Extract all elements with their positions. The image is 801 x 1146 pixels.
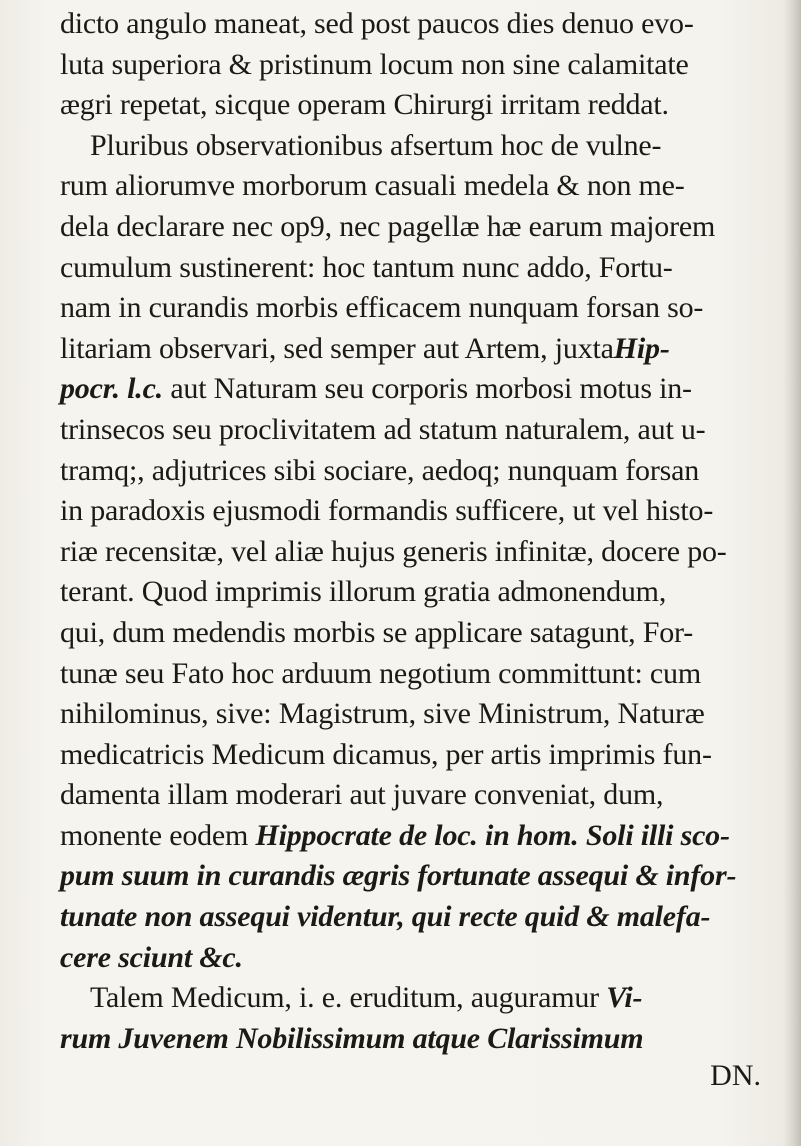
text-line: nam in curandis morbis efficacem nunquam forsan so- xyxy=(60,291,704,325)
text-line: rum aliorumve morborum casuali medela & non me- xyxy=(60,169,685,203)
text-line: tramq;, adjutrices sibi sociare, aedoq; nunquam forsan xyxy=(60,453,700,487)
text-line: terant. Quod imprimis illorum gratia admonendum, xyxy=(60,575,667,609)
text-line: in paradoxis ejusmodi formandis sufficere, ut vel histo- xyxy=(60,494,714,528)
text-segment: Juvenem Nobilissimum atque Clarissimum xyxy=(118,1021,644,1055)
text-line: Pluribus observationibus afsertum hoc de vulne- xyxy=(90,128,662,162)
body-text xyxy=(60,4,780,1059)
text-line: ægri repetat, sicque operam Chirurgi irritam reddat. xyxy=(60,88,669,122)
text-segment: monente eodem xyxy=(60,818,249,852)
text-line: luta superiora & pristinum locum non sine calamitate xyxy=(60,47,689,81)
text-line xyxy=(60,1019,780,1060)
citation: Hippocrate de loc. in hom. Soli illi sco- xyxy=(255,818,730,852)
text-line: nihilominus, sive: Magistrum, sive Ministrum, Naturæ xyxy=(60,697,705,731)
text-line: tunate non assequi videntur, qui recte quid & malefa- xyxy=(60,900,711,934)
text-line xyxy=(60,329,780,370)
text-line: dicto angulo maneat, sed post paucos dies denuo evo- xyxy=(60,7,694,40)
text-line xyxy=(60,978,780,1019)
text-segment: litariam observari, sed semper aut Artem, juxta xyxy=(60,331,614,365)
text-line: trinsecos seu proclivitatem ad statum naturalem, aut u- xyxy=(60,412,706,446)
citation: Hip- xyxy=(613,331,670,365)
page-gutter-shadow xyxy=(783,0,801,1146)
citation: Vi- xyxy=(606,981,643,1015)
text-line: dela declarare nec op9, nec pagellæ hæ earum majorem xyxy=(60,209,716,243)
text-segment: rum xyxy=(60,1021,112,1055)
text-line xyxy=(60,816,780,857)
text-line xyxy=(60,369,780,410)
catchword: DN. xyxy=(710,1059,761,1092)
text-line: qui, dum medendis morbis se applicare satagunt, For- xyxy=(60,615,694,649)
text-line: cumulum sustinerent: hoc tantum nunc addo, Fortu- xyxy=(60,250,673,284)
text-line: medicatricis Medicum dicamus, per artis imprimis fun- xyxy=(60,737,712,771)
text-segment: Talem Medicum, i. e. eruditum, auguramur xyxy=(90,981,599,1015)
text-line: cere sciunt &c. xyxy=(60,940,243,974)
text-line: pum suum in curandis ægris fortunate assequi & infor- xyxy=(60,859,737,893)
text-line: damenta illam moderari aut juvare conveniat, dum, xyxy=(60,778,664,812)
text-segment: aut Naturam seu corporis morbosi motus in- xyxy=(170,372,692,406)
text-line: riæ recensitæ, vel aliæ hujus generis infinitæ, docere po- xyxy=(60,534,727,568)
citation: pocr. l.c. xyxy=(60,372,163,406)
text-line: tunæ seu Fato hoc arduum negotium committunt: cum xyxy=(60,656,701,690)
